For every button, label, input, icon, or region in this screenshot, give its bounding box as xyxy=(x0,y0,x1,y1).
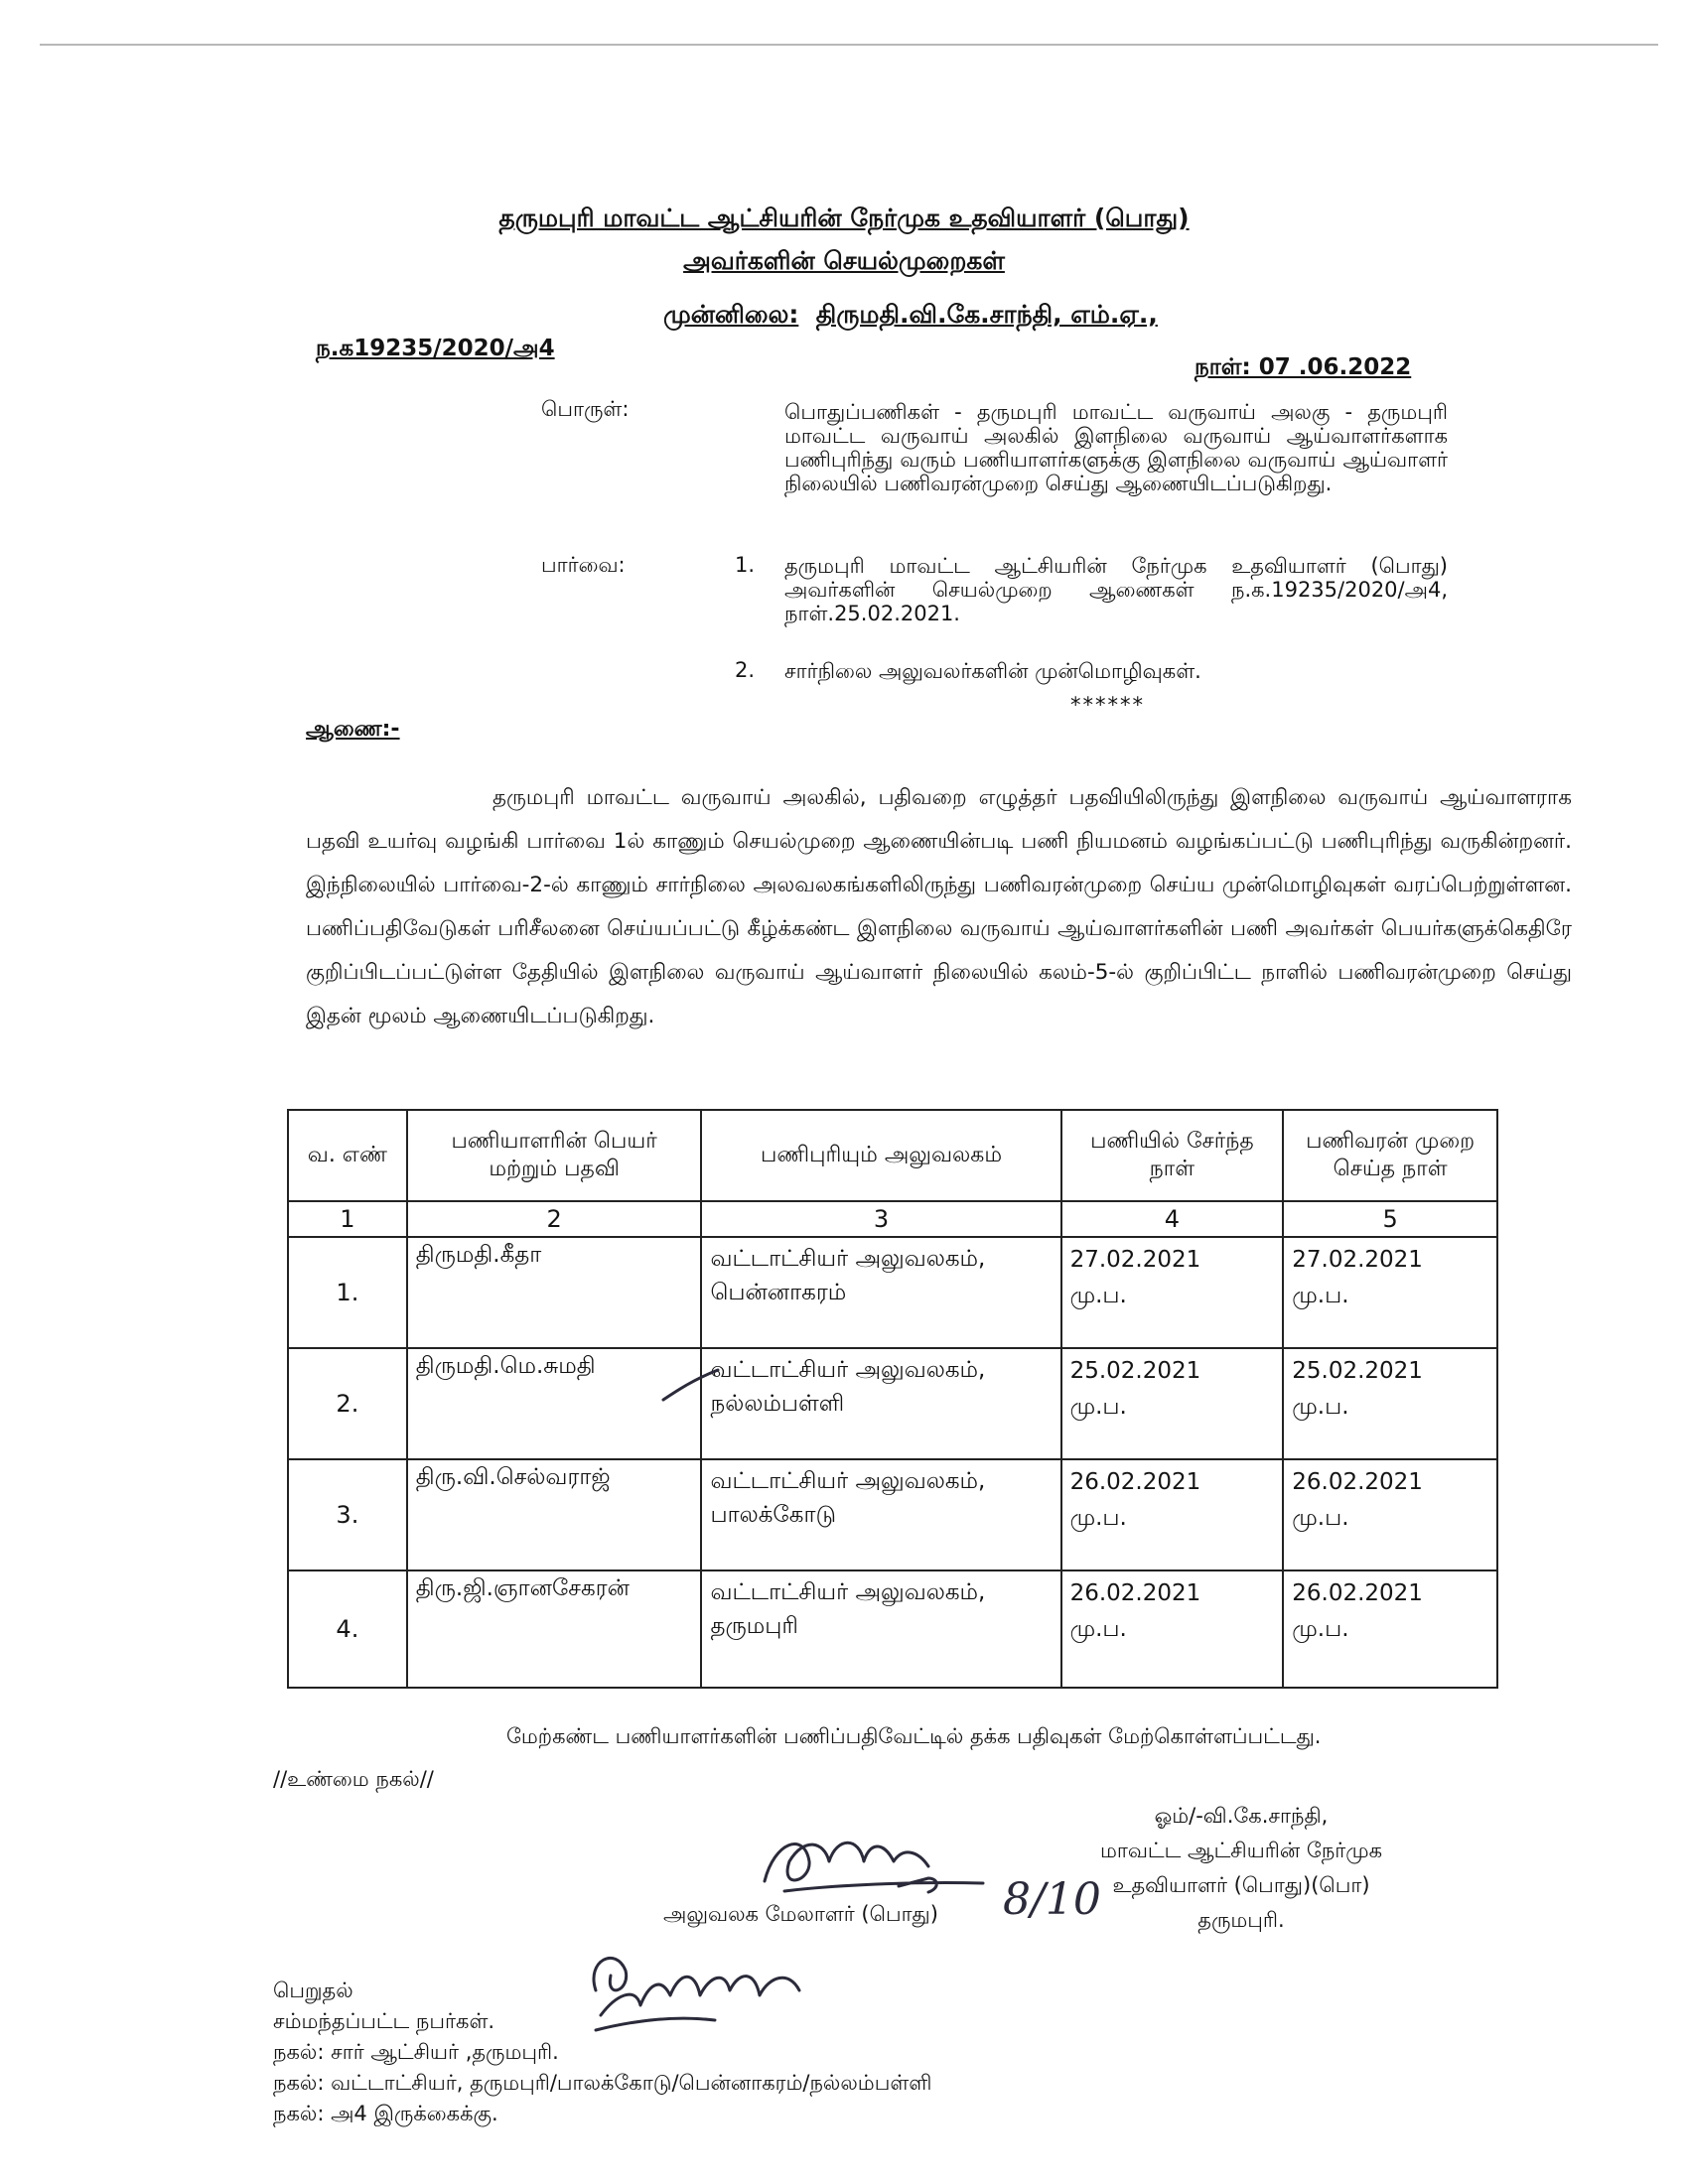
row-sl: 4. xyxy=(288,1570,407,1688)
row-office: வட்டாட்சியர் அலுவலகம், பாலக்கோடு xyxy=(701,1459,1060,1570)
header-name: பணியாளரின் பெயர் மற்றும் பதவி xyxy=(407,1110,702,1201)
row-regularized: 25.02.2021 மு.ப. xyxy=(1283,1348,1497,1459)
row-office: வட்டாட்சியர் அலுவலகம், பென்னாகரம் xyxy=(701,1237,1060,1348)
handwritten-mark: 8/10 xyxy=(1003,1874,1101,1925)
signature-line-4: தருமபுரி. xyxy=(1197,1908,1285,1932)
row-regularized: 26.02.2021 மு.ப. xyxy=(1283,1459,1497,1570)
recipient: சம்மந்தப்பட்ட நபர்கள். xyxy=(273,2009,495,2033)
row-regularized: 27.02.2021 மு.ப. xyxy=(1283,1237,1497,1348)
signature-line-3: உதவியாளர் (பொது)(பொ) xyxy=(1112,1873,1370,1897)
order-label: ஆணை:- xyxy=(306,717,400,742)
reference-2-num: 2. xyxy=(735,658,756,682)
presence-name: திருமதி.வி.கே.சாந்தி, எம்.ஏ., xyxy=(815,300,1158,329)
subject-text: பொதுப்பணிகள் - தருமபுரி மாவட்ட வருவாய் அலகு - தருமபுரி மாவட்ட வருவாய் அலகில் இளநிலை வருவாய் ஆய்வாளர்களாக பணிபுரிந்து வரும் பணியாளர்களுக்கு இளநிலை வருவாய் ஆய்வாளர் நிலையில் பணிவரன்முறை செய்து ஆணையிடப்படுகிறது. xyxy=(784,400,1448,495)
row-name: திருமதி.மெ.சுமதி xyxy=(407,1348,702,1459)
office-manager-label: அலுவலக மேலாளர் (பொது) xyxy=(663,1902,938,1926)
col-number-3: 3 xyxy=(701,1201,1060,1237)
copy-1: நகல்: சார் ஆட்சியர் ,தருமபுரி. xyxy=(273,2040,559,2064)
row-sl: 2. xyxy=(288,1348,407,1459)
row-joined: 25.02.2021 மு.ப. xyxy=(1061,1348,1284,1459)
order-date: நாள்: 07 .06.2022 xyxy=(1195,354,1412,380)
reference-2-text: சார்நிலை அலுவலர்களின் முன்மொழிவுகள். xyxy=(784,659,1201,683)
row-office: வட்டாட்சியர் அலுவலகம், தருமபுரி xyxy=(701,1570,1060,1688)
col-number-5: 5 xyxy=(1283,1201,1497,1237)
header-office: பணிபுரியும் அலுவலகம் xyxy=(701,1110,1060,1201)
row-name: திரு.ஜி.ஞானசேகரன் xyxy=(407,1570,702,1688)
references-label: பார்வை: xyxy=(541,553,626,577)
row-regularized: 26.02.2021 மு.ப. xyxy=(1283,1570,1497,1688)
footer-note: மேற்கண்ட பணியாளர்களின் பணிப்பதிவேட்டில் தக்க பதிவுகள் மேற்கொள்ளப்பட்டது. xyxy=(506,1724,1322,1748)
row-office: வட்டாட்சியர் அலுவலகம், நல்லம்பள்ளி xyxy=(701,1348,1060,1459)
signature-line-1: ஓம்/-வி.கே.சாந்தி, xyxy=(1154,1804,1329,1828)
row-joined: 27.02.2021 மு.ப. xyxy=(1061,1237,1284,1348)
reference-number: ந.க19235/2020/அ4 xyxy=(316,336,555,361)
row-sl: 3. xyxy=(288,1459,407,1570)
handwritten-signature-1 xyxy=(765,1843,983,1892)
reference-1-text: தருமபுரி மாவட்ட ஆட்சியரின் நேர்முக உதவியாளர் (பொது) அவர்களின் செயல்முறை ஆணைகள் ந.க.19235/2020/அ4, நாள்.25.02.2021. xyxy=(784,554,1448,625)
col-number-1: 1 xyxy=(288,1201,407,1237)
header-joined-date: பணியில் சேர்ந்த நாள் xyxy=(1061,1110,1284,1201)
col-number-4: 4 xyxy=(1061,1201,1284,1237)
copy-3: நகல்: அ4 இருக்கைக்கு. xyxy=(273,2102,498,2125)
presence-label: முன்னிலை: xyxy=(663,300,799,329)
reference-1-num: 1. xyxy=(735,553,756,577)
subject-label: பொருள்: xyxy=(541,397,630,421)
row-sl: 1. xyxy=(288,1237,407,1348)
header-line-2: அவர்களின் செயல்முறைகள் xyxy=(683,246,1005,275)
distribution-block xyxy=(273,1976,931,2129)
row-name: திரு.வி.செல்வராஜ் xyxy=(407,1459,702,1570)
col-number-2: 2 xyxy=(407,1201,702,1237)
order-body-paragraph: தருமபுரி மாவட்ட வருவாய் அலகில், பதிவறை எழுத்தர் பதவியிலிருந்து இளநிலை வருவாய் ஆய்வாளராக பதவி உயர்வு வழங்கி பார்வை 1ல் காணும் செயல்முறை ஆணையின்படி பணி நியமனம் வழங்கப்பட்டு பணிபுரிந்து வருகின்றனர். இந்நிலையில் பார்வை-2-ல் காணும் சார்நிலை அலவலகங்களிலிருந்து பணிவரன்முறை செய்ய முன்மொழிவுகள் வரப்பெற்றுள்ளன. பணிப்பதிவேடுகள் பரிசீலனை செய்யப்பட்டு கீழ்க்கண்ட இளநிலை வருவாய் ஆய்வாளர்களின் பணி அவர்கள் பெயர்களுக்கெதிரே குறிப்பிடப்பட்டுள்ள தேதியில் இளநிலை வருவாய் ஆய்வாளர் நிலையில் கலம்-5-ல் குறிப்பிட்ட நாளில் பணிவரன்முறை செய்து இதன் மூலம் ஆணையிடப்படுகிறது. xyxy=(306,785,1572,1028)
row-name: திருமதி.கீதா xyxy=(407,1237,702,1348)
separator-stars: ****** xyxy=(1070,693,1145,717)
true-copy-mark: //உண்மை நகல்// xyxy=(273,1767,434,1791)
header-sl-no: வ. எண் xyxy=(288,1110,407,1201)
recipient-label: பெறுதல் xyxy=(273,1979,353,2002)
row-joined: 26.02.2021 மு.ப. xyxy=(1061,1570,1284,1688)
signature-line-2: மாவட்ட ஆட்சியரின் நேர்முக xyxy=(1099,1839,1383,1862)
header-regularized-date: பணிவரன் முறை செய்த நாள் xyxy=(1283,1110,1497,1201)
copy-2: நகல்: வட்டாட்சியர், தருமபுரி/பாலக்கோடு/பென்னாகரம்/நல்லம்பள்ளி xyxy=(273,2071,932,2095)
row-joined: 26.02.2021 மு.ப. xyxy=(1061,1459,1284,1570)
pen-tick-mark xyxy=(663,1370,718,1400)
header-line-1: தருமபுரி மாவட்ட ஆட்சியரின் நேர்முக உதவியாளர் (பொது) xyxy=(498,204,1190,232)
